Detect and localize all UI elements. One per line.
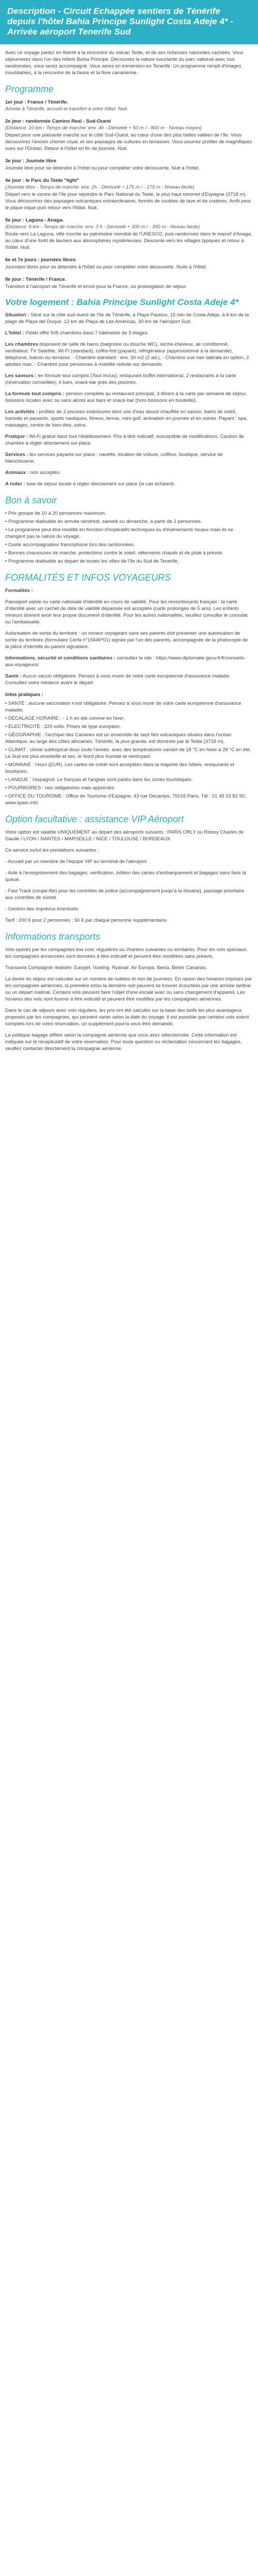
- bullet-icon: •: [5, 793, 8, 799]
- intro-text: Avec ce voyage partez en liberté a la rencontre du volcan Teide, et de ses richesses naturelles cachées. Vous séjournerez dans l'un des hôtels Bahia Principe. Découvrez la nature luxuriante du parc national avec nos randonnées, vous serez accompagné. Vous serez en immersion en Tenerife. Un programme rempli d'images inoubliables, à la rencontre de la faune et la flore canarienne.: [5, 50, 244, 76]
- bullet-icon: •: [5, 542, 8, 548]
- paragraph-text: disposent de salle de bains (baignoire ou douche WC), sèche-cheveux, air conditionné, ventilateur, TV Satellite, Wi-Fi (standard), coffre-fort (payant), réfrigérateur (approvisionné à la demande), téléphone, balcon ou terrasse. - Chambre standard : env. 30 m2 (2 ad.), - Chambre vue mer latérale en option, 2 adultes max. - Chambre pour personnes à mobilité réduite sur demande.: [5, 342, 249, 367]
- paragraph: Votre option est valable UNIQUEMENT au départ des aéroports suivants : PARIS ORLY ou Roissy Charles de Gaulle / LYON / NANTES / MARSEILLE / NICE / TOULOUSE / BORDEAUX.: [5, 829, 244, 842]
- list-item: [5, 785, 253, 791]
- list-item: [5, 715, 253, 722]
- paragraph: [5, 391, 253, 404]
- paragraph-text: consultez le site : https://www.diplomatie.gouv.fr/fr/conseils-aux-voyageurs/: [5, 655, 246, 668]
- programme-heading: Programme: [5, 84, 54, 94]
- paragraph-text: Aucun vaccin obligatoire. Pensez à vous munir de votre carte européenne d'assurance maladie. Consultez votre médecin avant le départ.: [5, 673, 231, 686]
- paragraph-text: Situé sur la côte sud-ouest de l'île de Ténérife, à Playa Paraíso, 15 min de Costa Adeje, à 6 km de la plage de Playa del Duque, 12 km de Playa de Las Américas, 30 km de l'aéroport Sud.: [5, 312, 249, 325]
- day-title: 5e jour : Laguna - Anaga.: [5, 217, 64, 223]
- day-subtitle: (Distance: 10 km - Temps de marche: env. 4h - Dénivelé + 50 m / - 800 m - Niveau moyen): [5, 125, 202, 131]
- day-text: Journées libres pour se détendre à l'hôtel ou pour compléter votre découverte. Nuits à l'hôtel.: [5, 264, 207, 270]
- list-item: [5, 732, 253, 745]
- paragraph: Transavia Compagnie réalisée: Easyjet, Vueling, Ryanair, Air Europa, Iberia, Binter Canarias.: [5, 965, 207, 971]
- paragraph-label: Services :: [5, 452, 28, 457]
- day-title: 3e jour : Journée libre: [5, 158, 57, 164]
- transports-heading: Informations transports: [5, 931, 101, 942]
- list-item: [5, 747, 253, 760]
- day-title: 1er jour : France / Ténérife.: [5, 99, 68, 105]
- paragraph: La durée du séjour est calculée sur un nombre de nuitées et non de journées. En raison des horaires imposés par les compagnies aériennes, la première et/ou la dernière nuit peuvent se trouver écourtées par une arrivée tardive ou un départ matinal. Certains vols peuvent faire l'objet d'une escale avec ou sans changement d'appareil. Les horaires des vols sont fournis à titre indicatif et peuvent être modifiés par les compagnies aériennes.: [5, 976, 252, 1002]
- bullet-icon: •: [5, 762, 8, 768]
- list-item: [5, 700, 253, 714]
- list-item-text: SANTÉ : aucune vaccination n'est obligatoire. Pensez à vous munir de votre carte européenne d'assurance maladie.: [5, 701, 241, 713]
- list-item: [5, 541, 253, 548]
- day-text: Journée libre pour se détendre à l'hôtel ou pour compléter votre découverte. Nuit à l'hôtel.: [5, 165, 200, 171]
- list-item: [5, 761, 253, 775]
- paragraph-label: Pratique :: [5, 434, 28, 439]
- paragraph: Vols opérés par les compagnies low cost, régulières ou charters suivantes ou similaires. Pour les vols spéciaux, les compagnies annoncées sont données à titre indicatif et peuvent être modifiées sans préavis.: [5, 947, 248, 959]
- list-item-text: Guide accompagnateur francophone lors des randonnées.: [8, 542, 135, 548]
- paragraph: [5, 341, 253, 368]
- paragraph-label: Informations, sécurité et conditions sanitaires :: [5, 655, 116, 661]
- paragraph: - Gestion des imprévus éventuels.: [5, 906, 79, 912]
- paragraph-label: Animaux :: [5, 470, 29, 476]
- bullet-icon: •: [5, 747, 8, 753]
- paragraph: [5, 587, 253, 594]
- bullet-icon: •: [5, 550, 8, 556]
- day-item: [5, 118, 253, 152]
- bullet-icon: •: [5, 519, 8, 524]
- paragraph: [5, 481, 253, 487]
- bullet-icon: •: [5, 527, 8, 533]
- list-item: [5, 527, 253, 540]
- programme-list: [5, 99, 253, 290]
- list-item-text: DÉCALAGE HORAIRE : - 1 h en été comme en hiver.: [8, 716, 125, 721]
- paragraph: - Fast Track (coupe-file) pour les contrôles de police (accompagnement jusqu'à la douane), passage prioritaire aux contrôles de sûreté.: [5, 888, 245, 901]
- paragraph-text: Passeport valide ou carte nationale d'identité en cours de validité. Pour les ressortissants français : la carte d'identité avec un cachet de date de validité dépassée est acceptée (carte prolongée de 5 ans). Les enfants mineurs doivent avoir leur propre document d'identité. Pour les autres nationalités, veuillez consulter le consulat ou l'ambassade.: [5, 599, 248, 625]
- paragraph-label: L'hôtel :: [5, 330, 24, 336]
- paragraph-text: profitez de 2 piscines extérieures dont une d'eau douce chauffée en saison, bains de soleil, transats et parasols, sports nautiques, fitness, tennis, mini-golf, animation en journée et en soirée. Payant : spa, massages, centre de bien-être, soins.: [5, 409, 248, 428]
- paragraph: [5, 372, 253, 386]
- paragraph-text: taxe de séjour locale à régler directement sur place (le cas échéant).: [26, 481, 175, 487]
- paragraph: [5, 451, 253, 465]
- list-item-text: ÉLECTRICITÉ : 220 volts. Prises de type européen.: [8, 724, 121, 730]
- day-item: [5, 276, 253, 290]
- bullet-icon: •: [5, 716, 8, 721]
- paragraph: [5, 409, 253, 429]
- paragraph-label: La formule tout compris :: [5, 391, 64, 397]
- paragraph-text: non acceptés.: [30, 470, 61, 476]
- paragraph-label: Les activités :: [5, 409, 38, 415]
- list-item-text: MONNAIE : l'euro (EUR). Les cartes de crédit sont acceptées dans la majorité des hôtels, restaurants et boutiques.: [5, 762, 234, 774]
- day-title: 8e jour : Ténérife / France.: [5, 277, 67, 282]
- day-text: Route vers La Laguna, ville inscrite au patrimoine mondial de l'UNESCO, puis randonnée dans le massif d'Anaga, au cœur d'une forêt de lauriers aux atmosphères mystérieuses. Descente vers les villages typiques et retour à l'hôtel. Nuit.: [5, 231, 252, 250]
- list-item-text: OFFICE DU TOURISME : Office de Tourisme d'Espagne, 43 rue Decamps, 75016 Paris, Tél : 01 45 03 82 50, www.spain.info: [5, 793, 246, 806]
- page-title: Description - Circuit Echappée sentiers de Ténérife depuis l'hôtel Bahia Principe Sunlight Costa Adeje 4* - Arrivée aéroport Tenerife Sud: [7, 6, 233, 37]
- paragraph-label: A noter :: [5, 481, 25, 487]
- paragraph: - Aide à l'enregistrement des bagages, vérification, édition des cartes d'embarquement et bagages sans faire la queue.: [5, 870, 246, 883]
- list-item-text: Le programme peut être modifié en fonction d'impératifs techniques ou d'événements locaux mais ils ne changent pas la nature du voyage.: [5, 527, 234, 539]
- list-item: [5, 518, 253, 525]
- paragraph-label: Les saveurs :: [5, 373, 37, 379]
- list-item: [5, 550, 253, 556]
- day-item: [5, 257, 253, 270]
- paragraph-text: en formule tout compris (Tout inclus): restaurant buffet international, 2 restaurants à la carte (réservation conseillée), 4 bars, snack-bar près des piscines.: [5, 373, 236, 385]
- paragraph: - Accueil par un membre de l'équipe VIP au terminal de l'aéroport.: [5, 859, 148, 865]
- paragraph: Dans le cas de séjours avec vols réguliers, les prix ont été calculés sur la base des tarifs les plus avantageux proposés par les compagnies, qui peuvent varier selon la date du voyage. Il est possible que certains vols soient complets lors de votre réservation, un supplément pourra vous être demandé.: [5, 1008, 249, 1027]
- list-item: [5, 793, 253, 806]
- paragraph-text: Autorisation de sortie du territoire : un mineur voyageant sans ses parents doit présenter une autorisation de sortie du territoire (formulaire Cerfa n°15646*01) signée par l'un des parents, accompagnée de la photocopie de la pièce d'identité du parent signataire.: [5, 631, 248, 650]
- day-title: 6e et 7e jours : journées libres: [5, 257, 76, 263]
- paragraph-text: les services payants sur place : navette, location de voiture, coiffeur, boutique, service de blanchisserie.: [5, 452, 223, 464]
- page-banner: [0, 0, 258, 44]
- list-item-text: Programme réalisable en arrivée vendredi, samedi ou dimanche, à partir de 2 personnes.: [8, 519, 202, 524]
- bullet-icon: •: [5, 558, 8, 564]
- day-subtitle: Arrivée à Ténérife, accueil et transfert à votre hôtel. Nuit.: [5, 106, 128, 112]
- day-item: [5, 158, 253, 172]
- bullet-icon: •: [5, 785, 8, 791]
- paragraph: [5, 330, 253, 336]
- paragraph: Ce service inclut les prestations suivantes :: [5, 848, 99, 853]
- infos-heading: Infos pratiques :: [5, 692, 43, 698]
- paragraph: La politique bagage diffère selon la compagnie aérienne que vous avez sélectionnée. Cette information est indiquée sur le récapitulatif de votre réservation. Pour toute question ou réclamation concernant les bagages, veuillez contacter directement la compagnie aérienne.: [5, 1032, 242, 1052]
- paragraph: [5, 673, 253, 686]
- list-item-text: CLIMAT : climat subtropical doux toute l'année, avec des températures variant de 18 °C en hiver à 28 °C en été. Le Sud est plus ensoleillé et sec, le Nord plus humide et verdoyant.: [5, 747, 251, 759]
- list-item: [5, 510, 253, 517]
- paragraph-text: Wi-Fi gratuit dans tout l'établissement. Prix à titre indicatif, susceptible de modifications. Caution de chambre à régler directement sur place.: [5, 434, 244, 446]
- day-title: 4e jour : le Parc du Teide "light": [5, 178, 79, 183]
- day-subtitle: (Journée libre - Temps de marche: env. 2h - Dénivelé + 175 m / - 175 m - Niveau facile): [5, 184, 195, 190]
- hotel-section: [5, 312, 253, 487]
- paragraph-label: Formalités :: [5, 588, 33, 594]
- day-item: [5, 99, 253, 112]
- day-text: Départ pour une plaisante marche sur le côté Sud-Ouest, au cœur d'une des plus belles vallées de l'île. Vous découvrirez l'ancien chemin royal, et ses paysages de cultures en terrasses. Vous pourrez profiter de magnifiques vues sur l'Océan. Retour à l'hôtel en fin de journée. Nuit.: [5, 132, 252, 151]
- bullet-icon: •: [5, 724, 8, 730]
- bullet-icon: •: [5, 777, 8, 783]
- day-subtitle: (Distance: 9 km - Temps de marche: env. 3 h - Dénivelé + 300 m / - 300 m - Niveau facile): [5, 224, 200, 230]
- hotel-heading: Votre logement : Bahia Principe Sunlight Costa Adeje 4*: [5, 297, 239, 307]
- paragraph: [5, 630, 253, 650]
- bullet-icon: •: [5, 701, 8, 706]
- day-title: 2e jour : randonnée Camino Real - Sud-Ouest: [5, 118, 111, 124]
- paragraph: [5, 599, 253, 625]
- price-heading: Bon à savoir: [5, 495, 57, 505]
- list-item-text: POURBOIRES : non obligatoires mais appréciés.: [8, 785, 116, 791]
- day-text: Départ vers le centre de l'île pour rejoindre le Parc National du Teide, le plus haut sommet d'Espagne (3718 m). Vous découvrirez des paysages volcaniques extraordinaires, formés de coulées de lave et de cratères. Arrêt pour le pique-nique puis retour vers l'hôtel. Nuit.: [5, 192, 251, 211]
- paragraph-label: Les chambres: [5, 342, 38, 347]
- list-item-text: Programme réalisable au départ de toutes les villes de l'île du Sud de Tenerife.: [8, 558, 179, 564]
- paragraph-text: l'hôtel offre 505 chambres dans 7 bâtiments de 3 étages.: [25, 330, 149, 336]
- paragraph: Tarif : 200 € pour 2 personnes ; 50 € par chaque personne supplémentaire.: [5, 918, 168, 923]
- list-item-text: Prix groupe de 10 à 20 personnes maximum.: [8, 511, 106, 516]
- transports-section: [5, 946, 253, 1052]
- paragraph: [5, 433, 253, 447]
- infos-list: [5, 700, 253, 806]
- price-list: [5, 510, 253, 565]
- main-content: [0, 44, 258, 1052]
- vip-section: [5, 829, 253, 924]
- formalites-heading: FORMALITÉS ET INFOS VOYAGEURS: [5, 572, 171, 583]
- list-item-text: LANGUE : l'espagnol. Le français et l'anglais sont parlés dans les zones touristiques.: [8, 777, 193, 783]
- paragraph: [5, 655, 253, 668]
- bullet-icon: •: [5, 732, 8, 738]
- list-item-text: Bonnes chaussures de marche, protections contre le soleil, vêtements chauds et de pluie à prévoir.: [8, 550, 223, 556]
- paragraph: [5, 312, 253, 325]
- vip-heading: Option facultative : assistance VIP Aéroport: [5, 814, 184, 824]
- list-item: [5, 723, 253, 730]
- list-item-text: GÉOGRAPHIE : l'archipel des Canaries est un ensemble de sept îles volcaniques situées dans l'océan Atlantique, au large des côtes africaines. Ténérife, la plus grande, est dominée par le Teide (3718 m).: [5, 732, 232, 744]
- paragraph-text: pension complète au restaurant principal, 3 dîners à la carte par semaine de séjour, boissons locales avec ou sans alcool aux bars et snack-bar (hors boissons en bouteille).: [5, 391, 247, 403]
- formalites-section: [5, 587, 253, 686]
- bullet-icon: •: [5, 511, 8, 516]
- day-text: Transfert à l'aéroport de Ténérife et envol pour la France, ou prolongation de séjour.: [5, 284, 187, 290]
- paragraph-label: Situation :: [5, 312, 29, 318]
- list-item: [5, 776, 253, 783]
- list-item: [5, 558, 253, 565]
- day-item: [5, 177, 253, 211]
- paragraph: [5, 469, 253, 476]
- day-item: [5, 217, 253, 251]
- paragraph-label: Santé :: [5, 673, 22, 679]
